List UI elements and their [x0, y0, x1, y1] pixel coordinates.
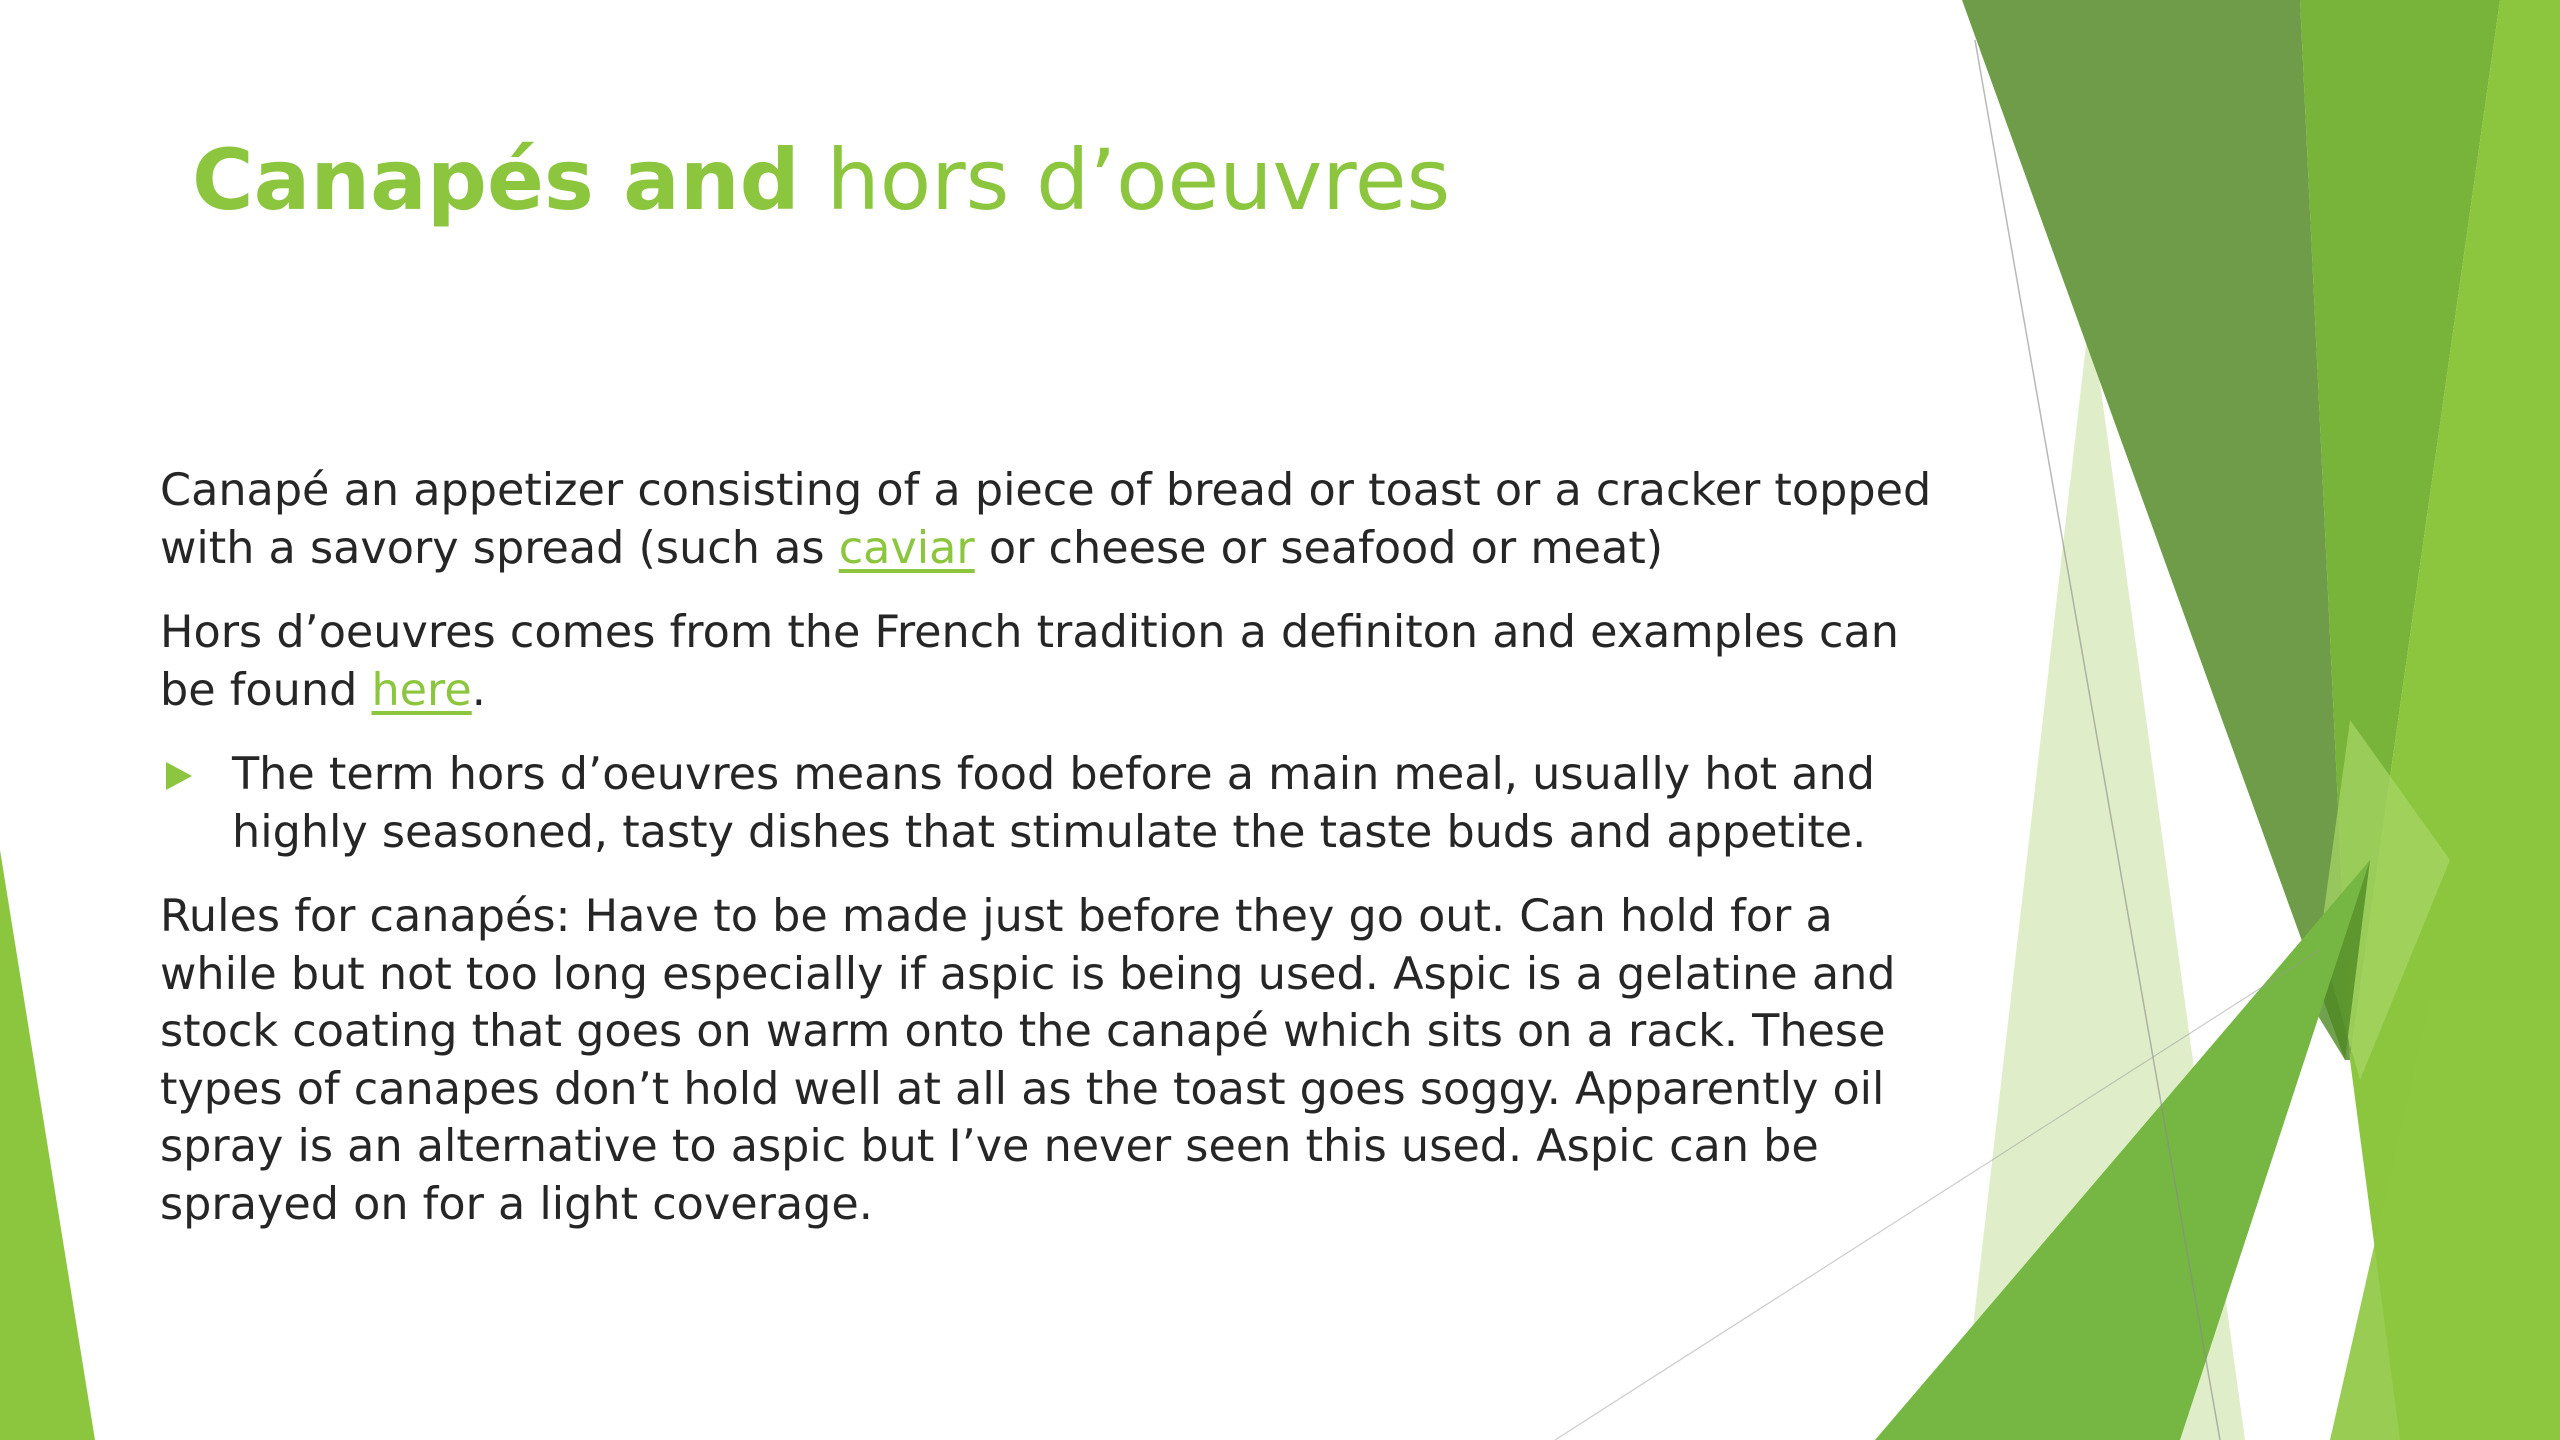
canape-definition-text: Canapé an appetizer consisting of a piece of bread or toast or a cracker topped with a savory spread (such as: [160, 465, 1932, 574]
hors-doeuvres-paragraph: [160, 604, 1950, 719]
slide-title-light: hors d’oeuvres: [826, 131, 1451, 229]
slide-body: [160, 462, 1950, 1260]
slide-title: [192, 130, 1450, 231]
bullet-text: The term hors d’oeuvres means food before a main meal, usually hot and highly seasoned, tasty dishes that stimulate the taste buds and appetite.: [232, 749, 1875, 858]
triangle-bullet-icon: [160, 746, 232, 790]
hors-doeuvres-text: Hors d’oeuvres comes from the French tradition a definiton and examples can be found: [160, 607, 1899, 716]
canape-definition-text-end: or cheese or seafood or meat): [974, 522, 1664, 574]
slide-title-bold: Canapés and: [192, 131, 800, 229]
left-green-sliver: [0, 850, 95, 1440]
canape-definition-paragraph: [160, 462, 1950, 577]
here-link[interactable]: here: [371, 664, 472, 716]
canape-rules-paragraph: Rules for canapés: Have to be made just before they go out. Can hold for a while but not too long especially if aspic is being used. Aspic is a gelatine and stock coating that goes on warm onto the canapé which sits on a rack. These types of canapes don’t hold well at all as the toast goes soggy. Apparently oil spray is an alternative to aspic but I’ve never seen this used. Aspic can be sprayed on for a light coverage.: [160, 891, 1896, 1230]
hors-doeuvres-text-end: .: [471, 664, 486, 716]
caviar-link[interactable]: caviar: [838, 522, 975, 574]
bullet-item: [160, 746, 1950, 861]
